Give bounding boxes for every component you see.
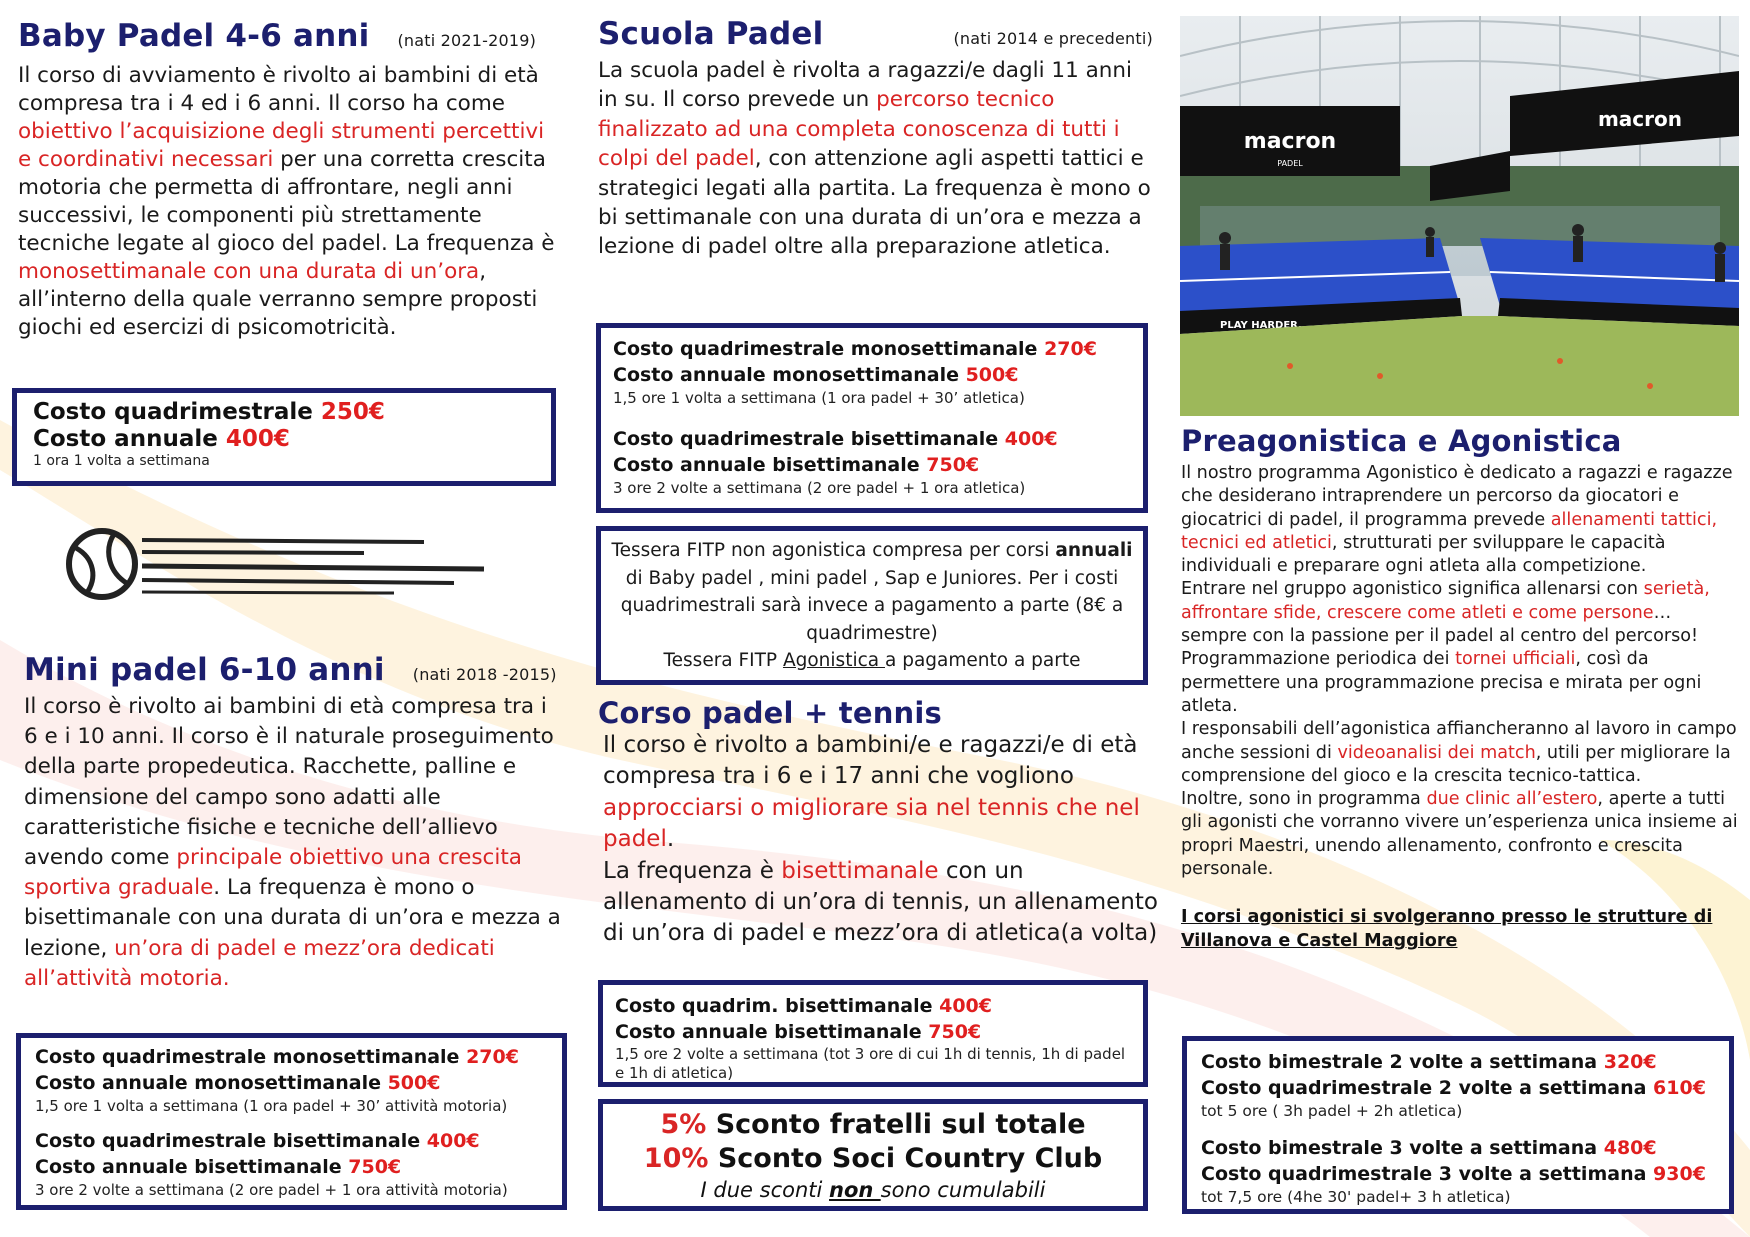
svg-text:PLAY HARDER.: PLAY HARDER. xyxy=(1220,320,1302,331)
padel-tennis-description: Il corso è rivolto a bambini/e e ragazzi/e di età compresa tra i 6 e i 17 anni che vogliono approcciarsi o migliorare sia nel tennis che nel padel. La frequenza è bisettimanale con un allenamento di un’ora di tennis, un allenamento di un’ora di padel e mezz’ora di atletica(a volta) xyxy=(603,732,1158,947)
scuola-padel-cost-box xyxy=(596,323,1148,513)
cost-line: Costo quadrimestrale 250€ xyxy=(33,399,385,425)
cost-line: Costo annuale monosettimanale 500€ xyxy=(35,1072,441,1094)
cost-line: Costo quadrimestrale bisettimanale 400€ xyxy=(35,1130,480,1152)
cost-line: Costo quadrimestrale monosettimanale 270€ xyxy=(613,338,1097,360)
mini-padel-born: (nati 2018 -2015) xyxy=(412,665,557,684)
cost-line: Costo quadrimestrale 2 volte a settimana 610€ xyxy=(1201,1077,1706,1099)
agonistica-title: Preagonistica e Agonistica xyxy=(1181,424,1622,458)
cost-line: Costo quadrimestrale monosettimanale 270€ xyxy=(35,1046,519,1068)
scuola-padel-born: (nati 2014 e precedenti) xyxy=(953,29,1153,48)
discount-siblings: 5% Sconto fratelli sul totale xyxy=(660,1109,1086,1140)
cost-line: Costo annuale bisettimanale 750€ xyxy=(35,1156,402,1178)
discount-box xyxy=(598,1099,1148,1211)
cost-note: 1 ora 1 volta a settimana xyxy=(33,453,210,469)
mini-padel-cost-box xyxy=(16,1033,567,1210)
baby-padel-born: (nati 2021-2019) xyxy=(397,31,537,50)
padel-ball-speed-icon xyxy=(64,526,514,602)
mini-padel-section xyxy=(24,652,564,994)
baby-padel-description: Il corso di avviamento è rivolto ai bambini di età compresa tra i 4 ed i 6 anni. Il corso ha come obiettivo l’acquisizione degli strumenti percettivi e coordinativi necessari per una corretta crescita motoria che permetta di affrontare, negli anni successivi, le componenti più strettamente tecniche legate al gioco del padel. La frequenza è monosettimanale con una durata di un’ora, all’interno della quale verranno sempre proposti giochi ed esercizi di psicomotricità. xyxy=(18,63,555,340)
svg-text:macron: macron xyxy=(1597,107,1683,131)
cost-line: Costo annuale bisettimanale 750€ xyxy=(613,454,980,476)
tessera-fitp-box xyxy=(596,526,1148,685)
agonistica-location-note: I corsi agonistici si svolgeranno presso le strutture di Villanova e Castel Maggiore xyxy=(1181,907,1713,952)
cost-line: Costo quadrimestrale bisettimanale 400€ xyxy=(613,428,1058,450)
cost-line: Costo annuale 400€ xyxy=(33,426,290,452)
cost-line: Costo annuale monosettimanale 500€ xyxy=(613,364,1019,386)
cost-note: 1,5 ore 1 volta a settimana (1 ora padel + 30’ attività motoria) xyxy=(35,1097,508,1115)
discount-members: 10% Sconto Soci Country Club xyxy=(643,1143,1103,1174)
cost-note: tot 5 ore ( 3h padel + 2h atletica) xyxy=(1201,1102,1463,1120)
padel-courts-photo xyxy=(1180,16,1739,416)
cost-note: 1,5 ore 1 volta a settimana (1 ora padel + 30’ atletica) xyxy=(613,389,1025,407)
tessera-agonistica-text: Tessera FITP Agonistica a pagamento a parte xyxy=(663,650,1081,671)
discount-note: I due sconti non sono cumulabili xyxy=(700,1178,1046,1202)
cost-line: Costo quadrim. bisettimanale 400€ xyxy=(615,995,992,1017)
cost-line: Costo bimestrale 2 volte a settimana 320€ xyxy=(1201,1051,1657,1073)
mini-padel-description: Il corso è rivolto ai bambini di età compresa tra i 6 e i 10 anni. Il corso è il naturale proseguimento della parte propedeutica. Racchette, palline e dimensione del campo sono adatti alle caratteristiche fisiche e tecniche dell’allievo avendo come principale obiettivo una crescita sportiva graduale. La frequenza è mono o bisettimanale con una durata di un’ora e mezza a lezione, un’ora di padel e mezz’ora dedicati all’attività motoria. xyxy=(24,694,561,991)
baby-padel-section xyxy=(18,18,558,342)
padel-tennis-title: Corso padel + tennis xyxy=(598,696,942,730)
cost-line: Costo bimestrale 3 volte a settimana 480€ xyxy=(1201,1137,1657,1159)
baby-padel-cost-box xyxy=(12,388,556,486)
cost-note: 1,5 ore 2 volte a settimana (tot 3 ore di cui 1h di tennis, 1h di padel e 1h di atletica) xyxy=(615,1045,1126,1082)
padel-tennis-cost-box xyxy=(598,980,1148,1087)
agonistica-section xyxy=(1181,424,1741,953)
cost-line: Costo quadrimestrale 3 volte a settimana 930€ xyxy=(1201,1163,1706,1185)
baby-padel-title: Baby Padel 4-6 anni (nati 2021-2019) xyxy=(18,18,537,54)
svg-text:macron: macron xyxy=(1243,129,1337,154)
cost-line: Costo annuale bisettimanale 750€ xyxy=(615,1021,982,1043)
agonistica-description: Il nostro programma Agonistico è dedicato a ragazzi e ragazze che desiderano intraprendere un percorso da giocatori e giocatrici di padel, il programma prevede allenamenti tattici, tecnici ed atletici, strutturati per sviluppare le capacità individuali e preparare ogni atleta alla competizione. Entrare nel gruppo agonistico significa allenarsi con serietà, affrontare sfide, crescere come atleti e come persone… sempre con la passione per il padel al centro del percorso! Programmazione periodica dei tornei ufficiali, così da permettere una programmazione precisa e mirata per ogni atleta. I responsabili dell’agonistica affiancheranno al lavoro in campo anche sessioni di videoanalisi dei match, utili per migliorare la comprensione del gioco e la crescita tecnico-tattica. Inoltre, sono in programma due clinic all’estero, aperte a tutti gli agonisti che vorranno vivere un’esperienza unica insieme ai propri Maestri, unendo allenamento, confronto e crescita personale. xyxy=(1181,463,1738,880)
agonistica-cost-box xyxy=(1182,1036,1734,1214)
cost-note: tot 7,5 ore (4he 30' padel+ 3 h atletica) xyxy=(1201,1188,1511,1206)
tessera-non-agonistica-text: Tessera FITP non agonistica compresa per corsi annuali di Baby padel , mini padel , Sap e Juniores. Per i costi quadrimestrali sarà invece a pagamento a parte (8€ a quadrimestre) xyxy=(611,540,1133,644)
mini-padel-title: Mini padel 6-10 anni (nati 2018 -2015) xyxy=(24,652,557,688)
padel-tennis-section xyxy=(598,696,1158,950)
cost-note: 3 ore 2 volte a settimana (2 ore padel + 1 ora attività motoria) xyxy=(35,1181,508,1199)
svg-text:PADEL: PADEL xyxy=(1277,159,1303,168)
scuola-padel-description: La scuola padel è rivolta a ragazzi/e dagli 11 anni in su. Il corso prevede un percorso tecnico finalizzato ad una completa conoscenza di tutti i colpi del padel, con attenzione agli aspetti tattici e strategici legati alla partita. La frequenza è mono o bi settimanale con una durata di un’ora e mezza a lezione di padel oltre alla preparazione atletica. xyxy=(598,58,1151,260)
cost-note: 3 ore 2 volte a settimana (2 ore padel + 1 ora atletica) xyxy=(613,479,1026,497)
scuola-padel-section xyxy=(598,16,1158,262)
scuola-padel-title: Scuola Padel (nati 2014 e precedenti) xyxy=(598,16,1153,52)
